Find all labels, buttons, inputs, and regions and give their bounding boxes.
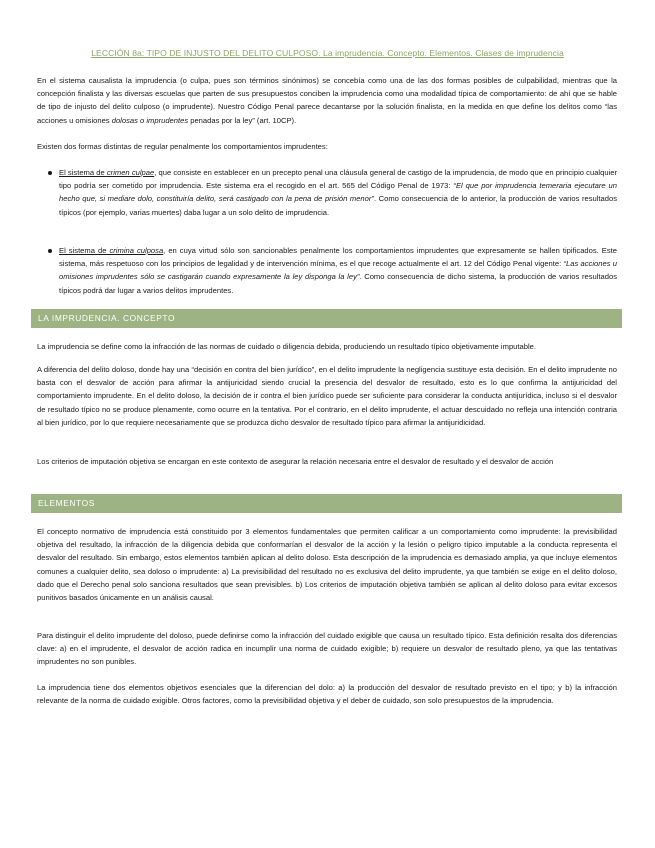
system-term: crimen culpae <box>106 168 155 177</box>
system-text: , en cuya virtud sólo son sancionables penalmente los comportamientos imprudentes que expresamente se hallen tipificados. Este sistema, más respetuoso con los principios de legalidad y de intervención mínima, es el que recoge actualmente el art. 12 del Código Penal vigente: <box>59 246 617 269</box>
systems-intro: Existen dos formas distintas de regular penalmente los comportamientos imprudentes: <box>37 142 328 151</box>
elementos-paragraph-1: El concepto normativo de imprudencia está constituido por 3 elementos fundamentales que permiten calificar a un comportamiento como imprudente: la previsibilidad objetiva del resultado, la infracción de la diligencia debida que conformarían el desvalor de la acción y la lesión o peligro típico imputable a la conducta representa el desvalor del resultado. Sin embargo, estos elementos también aplican al delito doloso. Esta descripción de la imprudencia es demasiado amplia, ya que incluye elementos comunes a cualquier delito, sea doloso o imprudente: a) La previsibilidad del resultado no es exclusiva del delito imprudente, ya que también se exige en el delito doloso, dado que el Derecho penal solo sanciona resultados que sean previsibles. b) Los criterios de imputación objetiva también se aplican al delito doloso para evitar excesos punitivos basados únicamente en un análisis causal. <box>37 527 617 603</box>
system-text: , que consiste en establecer en un precepto penal una cláusula general de castigo de la imprudencia, de modo que en principio cualquier tipo podría ser cometido por imprudencia. Este sistema era el recogido en el art. 565 del Código Penal de 1973: <box>59 168 617 191</box>
system-consequence: . Como consecuencia de dicho sistema, la producción de varios resultados típicos podrá dar lugar a varios delitos imprudentes. <box>59 272 617 295</box>
system-consequence: . Como consecuencia de lo anterior, la producción de varios resultados típicos (por ejemplo, varias muertes) daba lugar a un solo delito de imprudencia. <box>59 194 617 217</box>
bullet-icon <box>48 171 52 175</box>
concepto-paragraph-2: A diferencia del delito doloso, donde hay una “decisión en contra del bien jurídico”, en el delito imprudente la negligencia sustituye esta decisión. En el delito imprudente no basta con el desvalor de acción para afirmar la antijuricidad siendo crucial la presencia del desvalor de resultado, esto es lo que confirma la antijuricidad del comportamiento imprudente. En el delito doloso, la decisión de ir contra el bien jurídico puede ser suficiente para considerar la conducta antijurídica, incluso si el desvalor de resultado típico no se produce plenamente, como ocurre en la tentativa. Por el contrario, en el delito imprudente, el actuar descuidado no refleja una intención contraria al bien jurídico, por lo que requiere necesariamente que se produzca dicho desvalor de resultado típico para afirmar la antijuridicidad. <box>37 365 617 427</box>
system-label: El sistema de <box>59 168 107 177</box>
page-title: LECCIÓN 8a: TIPO DE INJUSTO DEL DELITO CULPOSO. La imprudencia. Concepto. Elementos. Clases de imprudencia <box>91 48 564 58</box>
list-item-text <box>59 244 617 297</box>
section-heading-elementos: ELEMENTOS <box>31 494 622 513</box>
section-heading-concepto: LA IMPRUDENCIA. CONCEPTO <box>31 309 622 328</box>
concepto-paragraph-3: Los criterios de imputación objetiva se encargan en este contexto de asegurar la relación necesaria entre el desvalor de resultado y el desvalor de acción <box>37 457 554 466</box>
intro-italic-phrase: dolosas o imprudentes <box>111 115 189 125</box>
list-item-crimina-culposa <box>59 244 617 297</box>
legal-quote: “El que por imprudencia temeraria ejecutare un hecho que, si mediare dolo, constituiría delito, será castigado con la pena de prisión menor” <box>59 181 617 204</box>
intro-paragraph <box>37 74 617 127</box>
list-item-crimen-culpae <box>59 166 617 219</box>
concepto-paragraph-1: La imprudencia se define como la infracción de las normas de cuidado o diligencia debida, produciendo un resultado típico objetivamente imputable. <box>37 342 536 351</box>
list-item-text <box>59 166 617 219</box>
elementos-paragraph-2: Para distinguir el delito imprudente del doloso, puede definirse como la infracción del cuidado exigible que causa un resultado típico. Esta definición resalta dos diferencias clave: a) en el imprudente, el desvalor de acción radica en incumplir una norma de cuidado exigible; b) requiere un desvalor de resultado pleno, ya que las tentativas imprudentes no son punibles. <box>37 631 617 667</box>
system-term: crimina culposa <box>109 246 164 255</box>
bullet-icon <box>48 249 52 253</box>
system-label: El sistema de <box>59 246 110 255</box>
elementos-paragraph-3: La imprudencia tiene dos elementos objetivos esenciales que la diferencian del dolo: a) la producción del desvalor de resultado previsto en el tipo; y b) la infracción relevante de la norma de cuidado exigible. Otros factores, como la previsibilidad objetiva y el deber de cuidado, son solo presupuestos de la imprudencia. <box>37 683 617 706</box>
legal-quote: “Las acciones u omisiones imprudentes sólo se castigarán cuando expresamente la ley disponga la ley” <box>59 259 617 282</box>
intro-text-start: En el sistema causalista la imprudencia (o culpa, pues son términos sinónimos) se concebía como una de las dos formas posibles de culpabilidad, mientras que la concepción finalista y las diversas escuelas que parten de sus presupuestos conciben la imprudencia como una modalidad típica de comportamiento: de ahí que se hable de tipo de injusto del delito culposo (o imprudente). Nuestro Código Penal parece decantarse por la solución finalista, en la medida en que define los delitos como “las acciones u omisiones <box>37 76 617 125</box>
intro-text-end: penadas por la ley” (art. 10CP). <box>188 115 297 125</box>
